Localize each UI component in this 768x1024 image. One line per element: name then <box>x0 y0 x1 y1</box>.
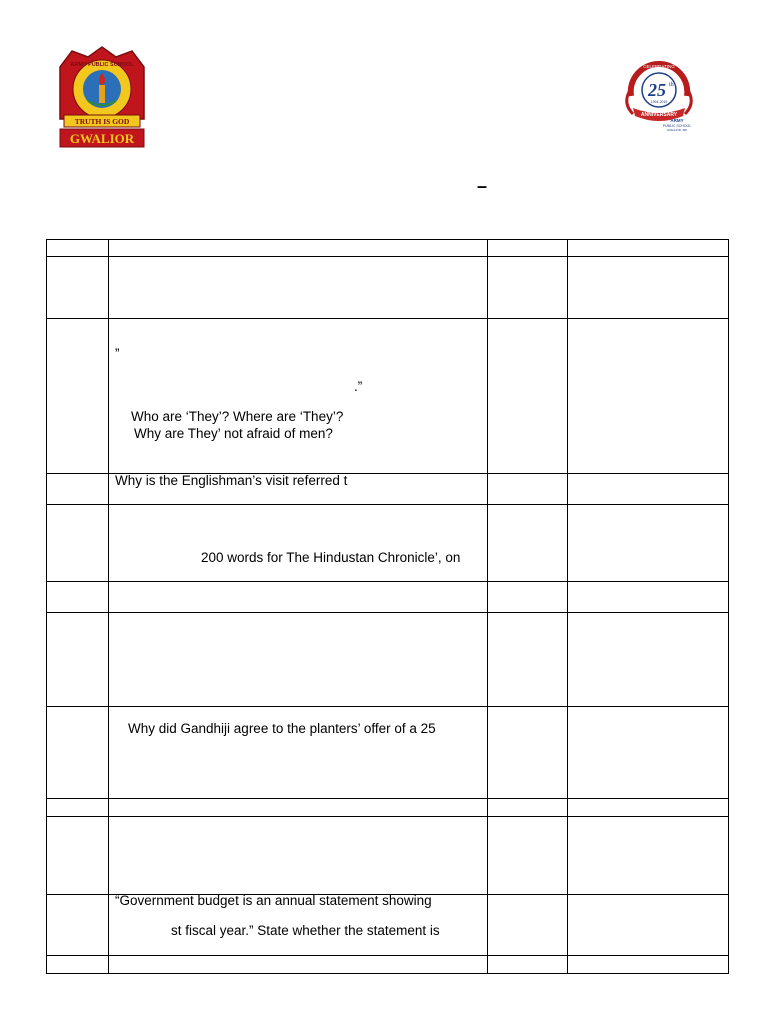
column-divider <box>487 239 488 974</box>
row-divider <box>46 612 729 613</box>
logo-suffix: th <box>669 82 674 88</box>
row-divider <box>46 955 729 956</box>
row-divider <box>46 504 729 505</box>
quote-open-mark: ” <box>115 346 120 361</box>
silver-jubilee-anniversary-logo <box>619 52 699 132</box>
crest-motto: TRUTH IS GOD <box>74 117 130 126</box>
logo-years: 1994-2019 <box>650 100 668 104</box>
logo-banner: ANNIVERSARY <box>640 112 678 118</box>
question-gandhiji-planters: Why did Gandhiji agree to the planters’ offer of a 25 <box>128 721 436 736</box>
table-border-top <box>46 239 729 240</box>
table-border-right <box>728 239 729 974</box>
title-dash: – <box>477 176 488 196</box>
logo-line1: ARMY <box>670 118 684 123</box>
row-divider <box>46 256 729 257</box>
crest-city: GWALIOR <box>69 131 135 146</box>
question-hindustan-chronicle: 200 words for The Hindustan Chronicle’, on <box>201 550 461 565</box>
logo-number: 25 <box>648 80 666 100</box>
logo-top-text: CELEBRATING <box>643 64 675 69</box>
logo-line3: GWALIOR, MP <box>666 128 688 132</box>
row-divider <box>46 706 729 707</box>
question-table <box>46 239 729 974</box>
quote-close-mark: .” <box>354 379 363 394</box>
logo-line2: PUBLIC SCHOOL <box>662 124 692 128</box>
table-border-bottom <box>46 973 729 974</box>
crest-arc-text: ARMY PUBLIC SCHOOL <box>70 62 134 68</box>
question-budget-line-1: “Government budget is an annual statement showing <box>115 893 432 908</box>
question-they-2: Why are They’ not afraid of men? <box>134 426 333 441</box>
row-divider <box>46 581 729 582</box>
row-divider <box>46 816 729 817</box>
row-divider <box>46 318 729 319</box>
table-border-left <box>46 239 47 974</box>
row-divider <box>46 798 729 799</box>
question-englishman-visit: Why is the Englishman’s visit referred t <box>115 473 348 488</box>
column-divider <box>108 239 109 974</box>
question-budget-line-2: st fiscal year.” State whether the statement is <box>171 923 440 938</box>
column-divider <box>567 239 568 974</box>
army-public-school-crest-logo <box>54 45 150 149</box>
question-they-1: Who are ‘They’? Where are ‘They’? <box>131 409 344 424</box>
